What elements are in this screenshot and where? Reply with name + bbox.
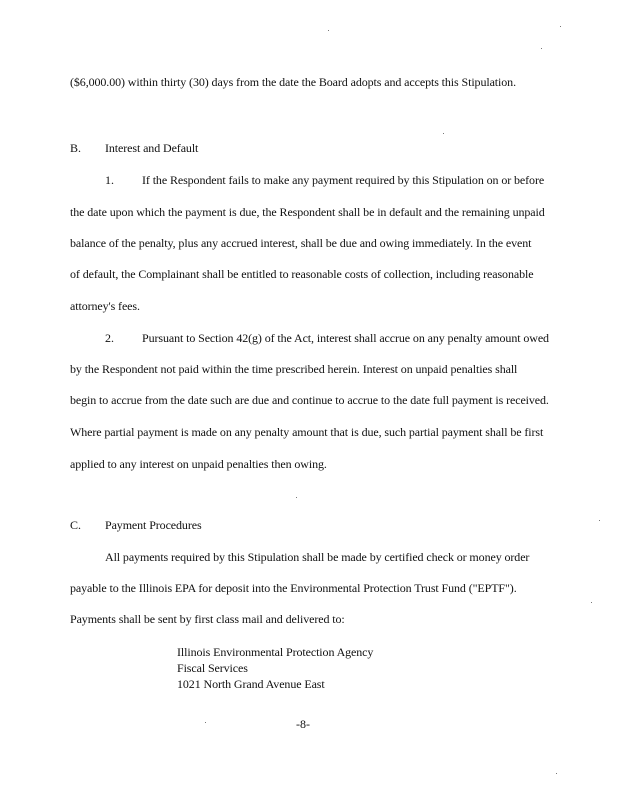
scan-speck — [205, 722, 206, 723]
address-line: Illinois Environmental Protection Agency — [177, 645, 374, 659]
section-c-line: All payments required by this Stipulation shall be made by certified check or money order — [105, 550, 530, 564]
para2-line: Where partial payment is made on any penalty amount that is due, such partial payment shall be first — [70, 425, 544, 439]
address-line: Fiscal Services — [177, 661, 248, 675]
para2-line: by the Respondent not paid within the time prescribed herein. Interest on unpaid penalties shall — [70, 362, 518, 376]
para1-line: If the Respondent fails to make any payment required by this Stipulation on or before — [142, 173, 545, 187]
page-number: -8- — [296, 717, 310, 731]
para1-line: of default, the Complainant shall be entitled to reasonable costs of collection, including reasonable — [70, 267, 534, 281]
scan-speck — [560, 26, 561, 27]
section-c-heading: Payment Procedures — [105, 518, 202, 532]
section-b-heading: Interest and Default — [105, 141, 199, 155]
scan-speck — [556, 773, 557, 774]
continuation-line: ($6,000.00) within thirty (30) days from the date the Board adopts and accepts this Stipulation. — [70, 75, 516, 89]
para1-number: 1. — [105, 173, 114, 187]
para2-line: applied to any interest on unpaid penalties then owing. — [70, 457, 327, 471]
scan-speck — [296, 497, 297, 498]
para2-line: Pursuant to Section 42(g) of the Act, interest shall accrue on any penalty amount owed — [142, 331, 549, 345]
para1-line: the date upon which the payment is due, the Respondent shall be in default and the remaining unpaid — [70, 205, 545, 219]
scan-speck — [591, 602, 592, 603]
section-c-letter: C. — [70, 518, 82, 532]
scan-speck — [599, 520, 600, 521]
address-line: 1021 North Grand Avenue East — [177, 677, 325, 691]
scan-speck — [541, 48, 542, 49]
section-c-line: payable to the Illinois EPA for deposit into the Environmental Protection Trust Fund ("EPTF"). — [70, 581, 517, 595]
para2-number: 2. — [105, 331, 114, 345]
para1-line: attorney's fees. — [70, 299, 140, 313]
para2-line: begin to accrue from the date such are due and continue to accrue to the date full payment is received. — [70, 393, 549, 407]
scan-speck — [328, 30, 329, 31]
para1-line: balance of the penalty, plus any accrued interest, shall be due and owing immediately. In the event — [70, 236, 532, 250]
section-b-letter: B. — [70, 141, 82, 155]
section-c-line: Payments shall be sent by first class mail and delivered to: — [70, 612, 345, 626]
scan-speck — [443, 133, 444, 134]
